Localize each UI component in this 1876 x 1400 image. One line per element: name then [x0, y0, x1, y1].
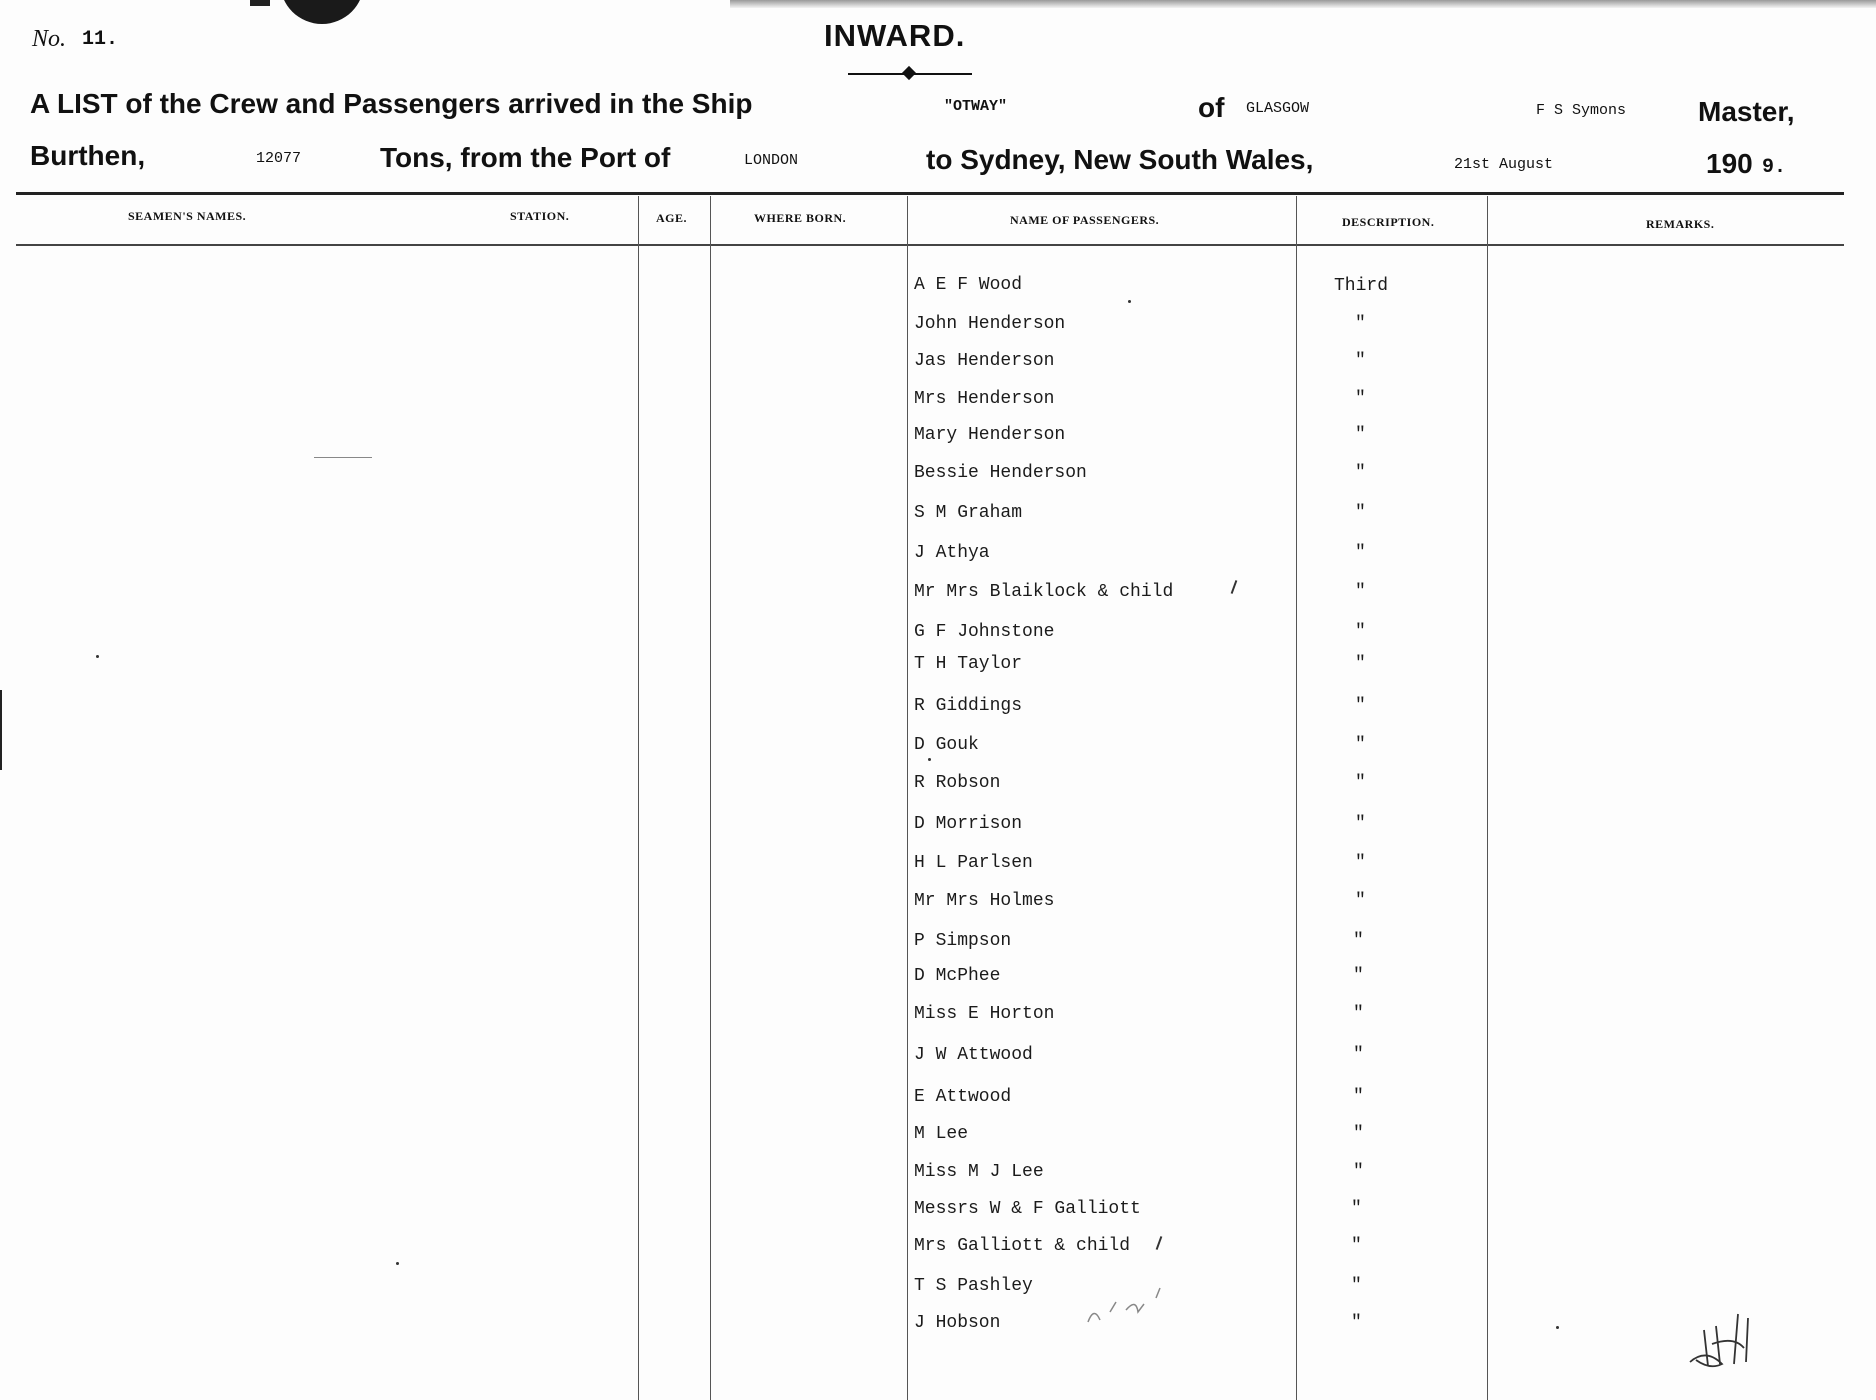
column-header-where-born: WHERE BORN. — [754, 211, 847, 225]
passenger-name: S M Graham — [914, 503, 1023, 523]
column-header-seamens-names: SEAMEN'S NAMES. — [128, 209, 247, 223]
passenger-description: Third — [1334, 276, 1389, 296]
passenger-name: Mrs Galliott & child — [914, 1236, 1131, 1256]
year-suffix: 9. — [1762, 156, 1787, 179]
table-header-rule — [16, 244, 1844, 246]
passenger-name: T S Pashley — [914, 1276, 1033, 1296]
arrival-date: 21st August — [1454, 156, 1554, 173]
year-prefix: 190 — [1706, 148, 1753, 179]
passenger-name: Miss M J Lee — [914, 1162, 1044, 1182]
passenger-name: Mr Mrs Holmes — [914, 891, 1055, 911]
passenger-description: " — [1353, 1162, 1364, 1182]
passenger-description: " — [1353, 1087, 1364, 1107]
passenger-name: P Simpson — [914, 931, 1012, 951]
passenger-description: " — [1355, 696, 1366, 716]
document-title: INWARD. — [824, 18, 966, 53]
passenger-description: " — [1355, 503, 1366, 523]
passenger-description: " — [1353, 1045, 1364, 1065]
column-header-name-of-passengers: NAME OF PASSENGERS. — [1010, 213, 1160, 227]
passenger-description: " — [1355, 463, 1366, 483]
passenger-name: D McPhee — [914, 966, 1001, 986]
passenger-name: Jas Henderson — [914, 351, 1055, 371]
passenger-description: " — [1355, 425, 1366, 445]
passenger-name: R Giddings — [914, 696, 1023, 716]
passenger-description: " — [1355, 582, 1366, 602]
column-divider-age-born — [710, 196, 711, 1400]
master-name: F S Symons — [1536, 102, 1627, 119]
speck — [396, 1262, 399, 1265]
passenger-name: T H Taylor — [914, 654, 1023, 674]
column-header-remarks: REMARKS. — [1646, 217, 1715, 231]
passenger-name: J Athya — [914, 543, 990, 563]
speck — [1128, 300, 1131, 303]
scan-shadow — [730, 0, 1876, 8]
passenger-name: J Hobson — [914, 1313, 1001, 1333]
passenger-description: " — [1355, 735, 1366, 755]
passenger-name: Mrs Henderson — [914, 389, 1055, 409]
column-header-station: STATION. — [510, 209, 570, 223]
stamp-mark — [280, 0, 364, 24]
column-divider-station-age — [638, 196, 639, 1400]
column-header-description: DESCRIPTION. — [1342, 215, 1435, 229]
passenger-name: D Morrison — [914, 814, 1023, 834]
passenger-name: R Robson — [914, 773, 1001, 793]
speck — [96, 655, 99, 658]
passenger-name: Bessie Henderson — [914, 463, 1087, 483]
stray-mark — [314, 457, 372, 458]
list-number: 11. — [82, 28, 119, 51]
check-mark — [1231, 580, 1238, 594]
passenger-description: " — [1355, 891, 1366, 911]
column-divider-born-passengers — [907, 196, 908, 1400]
passenger-description: " — [1351, 1199, 1362, 1219]
column-header-age: AGE. — [656, 211, 688, 225]
burthen-label: Burthen, — [30, 140, 146, 171]
scan-edge — [0, 690, 2, 770]
passenger-name: G F Johnstone — [914, 622, 1055, 642]
passenger-name: Messrs W & F Galliott — [914, 1199, 1141, 1219]
port-of-registry: GLASGOW — [1246, 100, 1310, 117]
passenger-name: E Attwood — [914, 1087, 1012, 1107]
passenger-name: M Lee — [914, 1124, 969, 1144]
speck — [928, 758, 931, 761]
passenger-description: " — [1355, 773, 1366, 793]
heading-line-1: A LIST of the Crew and Passengers arrived in the Ship — [30, 88, 753, 119]
passenger-name: A E F Wood — [914, 275, 1023, 295]
passenger-description: " — [1355, 543, 1366, 563]
passenger-description: " — [1351, 1276, 1362, 1296]
passenger-description: " — [1353, 931, 1364, 951]
passenger-description: " — [1351, 1236, 1362, 1256]
check-mark — [1156, 1236, 1163, 1250]
list-number-label: No. — [32, 26, 67, 52]
passenger-description: " — [1355, 814, 1366, 834]
handwritten-initials — [1682, 1306, 1766, 1380]
passenger-description: " — [1355, 351, 1366, 371]
title-ornament — [902, 66, 916, 80]
column-divider-description-remarks — [1487, 196, 1488, 1400]
passenger-description: " — [1353, 1004, 1364, 1024]
tons-label: Tons, from the Port of — [380, 142, 671, 173]
passenger-name: D Gouk — [914, 735, 979, 755]
passenger-description: " — [1355, 622, 1366, 642]
passenger-description: " — [1355, 654, 1366, 674]
passenger-name: H L Parlsen — [914, 853, 1033, 873]
ship-name: "OTWAY" — [944, 98, 1008, 115]
of-label: of — [1198, 92, 1225, 123]
passenger-description: " — [1355, 853, 1366, 873]
passenger-name: Mr Mrs Blaiklock & child — [914, 582, 1174, 602]
passenger-name: Miss E Horton — [914, 1004, 1055, 1024]
passenger-name: J W Attwood — [914, 1045, 1033, 1065]
pencil-annotation — [1080, 1282, 1190, 1332]
passenger-description: " — [1351, 1313, 1362, 1333]
passenger-description: " — [1353, 1124, 1364, 1144]
master-label: Master, — [1698, 96, 1795, 127]
destination-label: to Sydney, New South Wales, — [926, 144, 1314, 175]
passenger-description: " — [1355, 389, 1366, 409]
passenger-description: " — [1353, 966, 1364, 986]
speck — [1556, 1326, 1559, 1329]
column-divider-passengers-description — [1296, 196, 1297, 1400]
passenger-name: Mary Henderson — [914, 425, 1066, 445]
scan-mark — [250, 0, 270, 6]
passenger-name: John Henderson — [914, 314, 1066, 334]
passenger-description: " — [1355, 314, 1366, 334]
tons-value: 12077 — [256, 150, 302, 167]
table-top-rule — [16, 192, 1844, 195]
from-port: LONDON — [744, 152, 799, 169]
